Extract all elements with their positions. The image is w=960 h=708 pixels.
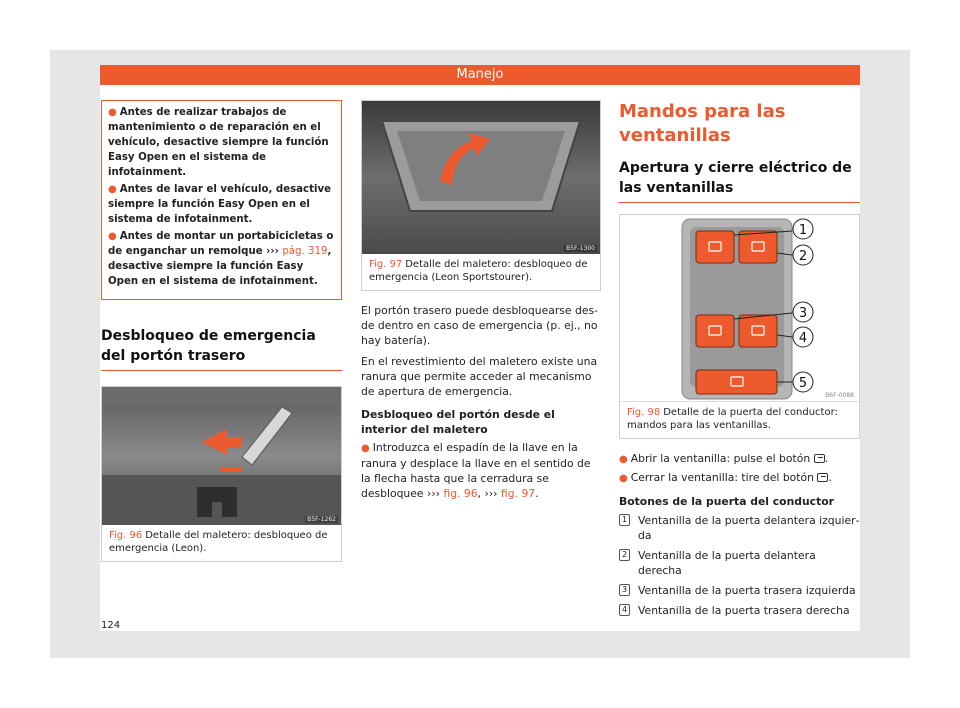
bullet-icon: ● <box>361 443 370 454</box>
number-badge: 1 <box>619 514 630 526</box>
window-button-icon <box>817 473 828 482</box>
callout-3: 3 <box>798 306 808 321</box>
column-left <box>101 100 342 562</box>
running-header: Manejo <box>100 65 860 85</box>
trunk-release-leon-illustration <box>102 387 341 525</box>
number-badge: 4 <box>619 604 630 616</box>
section-title-windows: Mandos para las ventanillas <box>619 101 786 146</box>
list-item: 2 Ventanilla de la puerta delantera derecha <box>619 548 860 578</box>
warning-item: ● Antes de realizar trabajos de mantenimiento o de reparación en el vehículo, desactive siempre la función Easy Open en el sistema de infotainment. <box>108 107 329 178</box>
callout-1: 1 <box>798 223 808 238</box>
close-instruction: ● Cerrar la ventanilla: tire del botón . <box>619 471 832 484</box>
callout-5: 5 <box>798 376 808 391</box>
section-heading-emergency: Desbloqueo de emergencia del portón trasero <box>101 326 342 371</box>
page-number: 124 <box>101 620 121 631</box>
figure-96 <box>101 386 342 562</box>
trunk-release-sportstourer-illustration <box>362 101 600 254</box>
buttons-heading: Botones de la puerta del conductor <box>619 495 834 508</box>
bullet-icon: ● <box>619 473 628 484</box>
column-middle <box>361 100 601 501</box>
bullet-icon: ● <box>619 454 628 465</box>
figure-97-image <box>362 101 600 254</box>
buttons-list <box>619 513 860 618</box>
warning-box <box>101 100 342 300</box>
figure-link[interactable]: fig. 97 <box>500 487 536 500</box>
paragraph: En el revestimiento del maletero existe una ranura que permite acceder al mecanismo de apertura de emergencia. <box>361 355 598 398</box>
section-subtitle-windows: Apertura y cierre eléctrico de las ventanillas <box>619 158 860 203</box>
link-arrow: ››› <box>266 246 279 257</box>
step-item: ● Introduzca el espadín de la llave en la ranura y desplace la llave en el sentido de la flecha hasta que la cerradura se desbloquee ››› fig. 96, ››› fig. 97. <box>361 441 591 500</box>
subheading: Desbloqueo del portón desde el interior del maletero <box>361 408 555 436</box>
figure-96-image <box>102 387 341 525</box>
figure-97 <box>361 100 601 291</box>
figure-98-caption: Fig. 98 Detalle de la puerta del conductor: mandos para las ventanillas. <box>620 401 859 438</box>
figure-code: B5F-1300 <box>566 245 595 252</box>
figure-code: B6F-0088 <box>825 392 854 399</box>
bullet-icon: ● <box>108 184 117 195</box>
bullet-icon: ● <box>108 231 117 242</box>
bullet-icon: ● <box>108 107 117 118</box>
window-controls-illustration <box>620 215 859 401</box>
window-button-icon <box>814 454 825 463</box>
figure-96-caption: Fig. 96 Detalle del maletero: desbloqueo de emergencia (Leon). <box>109 530 328 554</box>
figure-97-caption: Fig. 97 Detalle del maletero: desbloqueo de emergencia (Leon Sportstourer). <box>369 259 588 283</box>
number-badge: 2 <box>619 549 630 561</box>
list-item: 1 Ventanilla de la puerta delantera izquierda <box>619 513 860 543</box>
callout-4: 4 <box>798 331 808 346</box>
callout-2: 2 <box>798 249 808 264</box>
list-item: 4 Ventanilla de la puerta trasera derecha <box>619 603 860 618</box>
paragraph: El portón trasero puede desbloquearse desde dentro en caso de emergencia (p. ej., no hay batería). <box>361 304 599 347</box>
figure-98-image <box>620 215 859 401</box>
warning-item: ● Antes de montar un portabicicletas o de enganchar un remolque ››› pág. 319, desactive siempre la función Easy Open en el sistema de infotainment. <box>108 231 334 287</box>
figure-98 <box>619 214 860 439</box>
list-item: 3 Ventanilla de la puerta trasera izquierda <box>619 583 860 598</box>
warning-item: ● Antes de lavar el vehículo, desactive siempre la función Easy Open en el sistema de infotainment. <box>108 184 331 225</box>
open-instruction: ● Abrir la ventanilla: pulse el botón . <box>619 452 829 465</box>
number-badge: 3 <box>619 584 630 596</box>
figure-code: B5F-1262 <box>307 516 336 523</box>
figure-link[interactable]: fig. 96 <box>443 487 478 500</box>
page-link[interactable]: pág. 319 <box>282 246 328 257</box>
column-right <box>619 100 860 623</box>
